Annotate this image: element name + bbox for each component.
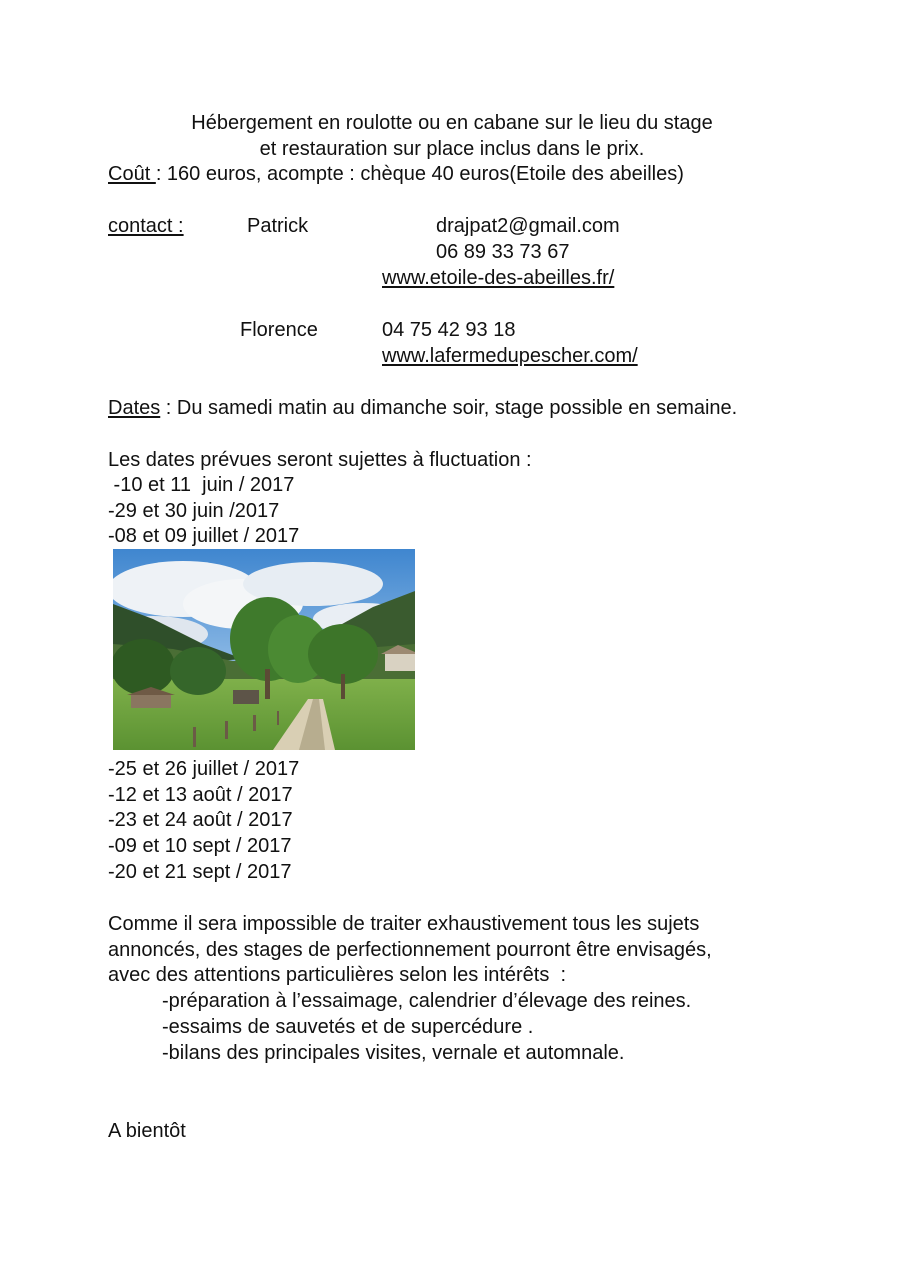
date-item: -08 et 09 juillet / 2017 <box>108 525 300 547</box>
topic-item: -essaims de sauvetés et de supercédure . <box>162 1016 534 1038</box>
date-item: -25 et 26 juillet / 2017 <box>108 758 300 780</box>
date-item: -09 et 10 sept / 2017 <box>108 835 292 857</box>
website-link-etoile[interactable]: www.etoile-des-abeilles.fr/ <box>382 267 615 289</box>
topic-item: -préparation à l’essaimage, calendrier d’élevage des reines. <box>162 990 692 1012</box>
contact-email-patrick: drajpat2@gmail.com <box>436 215 620 237</box>
contact-phone-patrick: 06 89 33 73 67 <box>436 241 570 263</box>
date-item: -10 et 11 juin / 2017 <box>108 474 295 496</box>
contact-label: contact : <box>108 215 184 237</box>
contact-phone-florence: 04 75 42 93 18 <box>382 319 516 341</box>
dates-label: Dates <box>108 397 161 419</box>
contact-name-patrick: Patrick <box>247 215 309 237</box>
cost-line <box>108 162 684 186</box>
closing-text: A bientôt <box>108 1120 186 1142</box>
dates-line <box>108 396 737 420</box>
paragraph-line: Comme il sera impossible de traiter exhaustivement tous les sujets <box>108 913 700 935</box>
intro-line-2: et restauration sur place inclus dans le prix. <box>259 138 645 160</box>
intro-line-1: Hébergement en roulotte ou en cabane sur le lieu du stage <box>191 112 713 134</box>
landscape-photo <box>113 549 415 750</box>
dates-intro: Les dates prévues seront sujettes à fluctuation : <box>108 449 532 471</box>
date-item: -20 et 21 sept / 2017 <box>108 861 292 883</box>
cost-text: : 160 euros, acompte : chèque 40 euros(Etoile des abeilles) <box>155 163 684 185</box>
topic-item: -bilans des principales visites, vernale et automnale. <box>162 1042 625 1064</box>
dates-text: : Du samedi matin au dimanche soir, stage possible en semaine. <box>160 397 738 419</box>
cost-label: Coût <box>108 163 156 185</box>
date-item: -23 et 24 août / 2017 <box>108 809 293 831</box>
date-item: -12 et 13 août / 2017 <box>108 784 293 806</box>
website-link-ferme[interactable]: www.lafermedupescher.com/ <box>382 345 638 367</box>
paragraph-line: annoncés, des stages de perfectionnement pourront être envisagés, <box>108 939 712 961</box>
contact-name-florence: Florence <box>240 319 318 341</box>
paragraph-line: avec des attentions particulières selon les intérêts : <box>108 964 567 986</box>
date-item: -29 et 30 juin /2017 <box>108 500 280 522</box>
